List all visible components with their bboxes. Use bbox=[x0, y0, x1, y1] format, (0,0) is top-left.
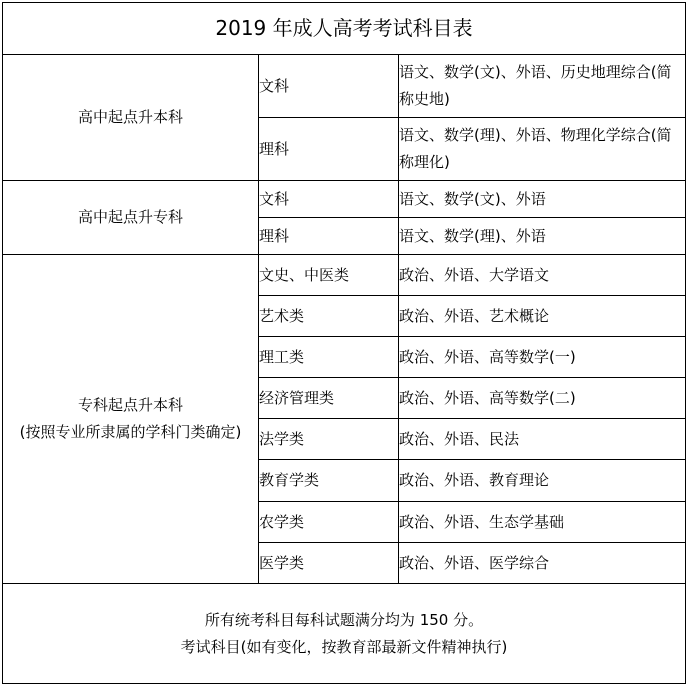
track-cell: 医学类 bbox=[259, 543, 399, 584]
track-cell: 艺术类 bbox=[259, 296, 399, 337]
subjects-cell: 语文、数学(理)、外语、物理化学综合(简称理化) bbox=[399, 118, 686, 181]
track-cell: 教育学类 bbox=[259, 460, 399, 502]
track-cell: 经济管理类 bbox=[259, 378, 399, 419]
group-name-high-school-to-associate: 高中起点升专科 bbox=[3, 181, 259, 255]
subjects-cell: 语文、数学(理)、外语 bbox=[399, 218, 686, 255]
subjects-cell: 政治、外语、高等数学(二) bbox=[399, 378, 686, 419]
exam-subject-table bbox=[2, 2, 686, 684]
track-cell: 文史、中医类 bbox=[259, 255, 399, 296]
track-cell: 文科 bbox=[259, 181, 399, 218]
subjects-cell: 语文、数学(文)、外语 bbox=[399, 181, 686, 218]
track-cell: 法学类 bbox=[259, 419, 399, 460]
subjects-cell: 政治、外语、民法 bbox=[399, 419, 686, 460]
group-note: (按照专业所隶属的学科门类确定) bbox=[19, 423, 242, 441]
track-cell: 文科 bbox=[259, 55, 399, 118]
group-associate-to-bachelor bbox=[3, 255, 259, 584]
subjects-cell: 政治、外语、生态学基础 bbox=[399, 502, 686, 543]
group-name: 专科起点升本科 bbox=[77, 396, 183, 414]
table-title: 2019 年成人高考考试科目表 bbox=[3, 3, 686, 55]
footer-change-note: 考试科目(如有变化，按教育部最新文件精神执行) bbox=[180, 637, 508, 656]
subjects-cell: 政治、外语、高等数学(一) bbox=[399, 337, 686, 378]
group-name-high-school-to-bachelor: 高中起点升本科 bbox=[3, 55, 259, 181]
subjects-cell: 政治、外语、教育理论 bbox=[399, 460, 686, 502]
footer-score-note: 所有统考科目每科试题满分均为 150 分。 bbox=[204, 610, 484, 629]
track-cell: 农学类 bbox=[259, 502, 399, 543]
subjects-cell: 政治、外语、大学语文 bbox=[399, 255, 686, 296]
subjects-cell: 语文、数学(文)、外语、历史地理综合(简称史地) bbox=[399, 55, 686, 118]
table-footer bbox=[3, 584, 686, 684]
subjects-cell: 政治、外语、艺术概论 bbox=[399, 296, 686, 337]
track-cell: 理工类 bbox=[259, 337, 399, 378]
track-cell: 理科 bbox=[259, 118, 399, 181]
subjects-cell: 政治、外语、医学综合 bbox=[399, 543, 686, 584]
track-cell: 理科 bbox=[259, 218, 399, 255]
